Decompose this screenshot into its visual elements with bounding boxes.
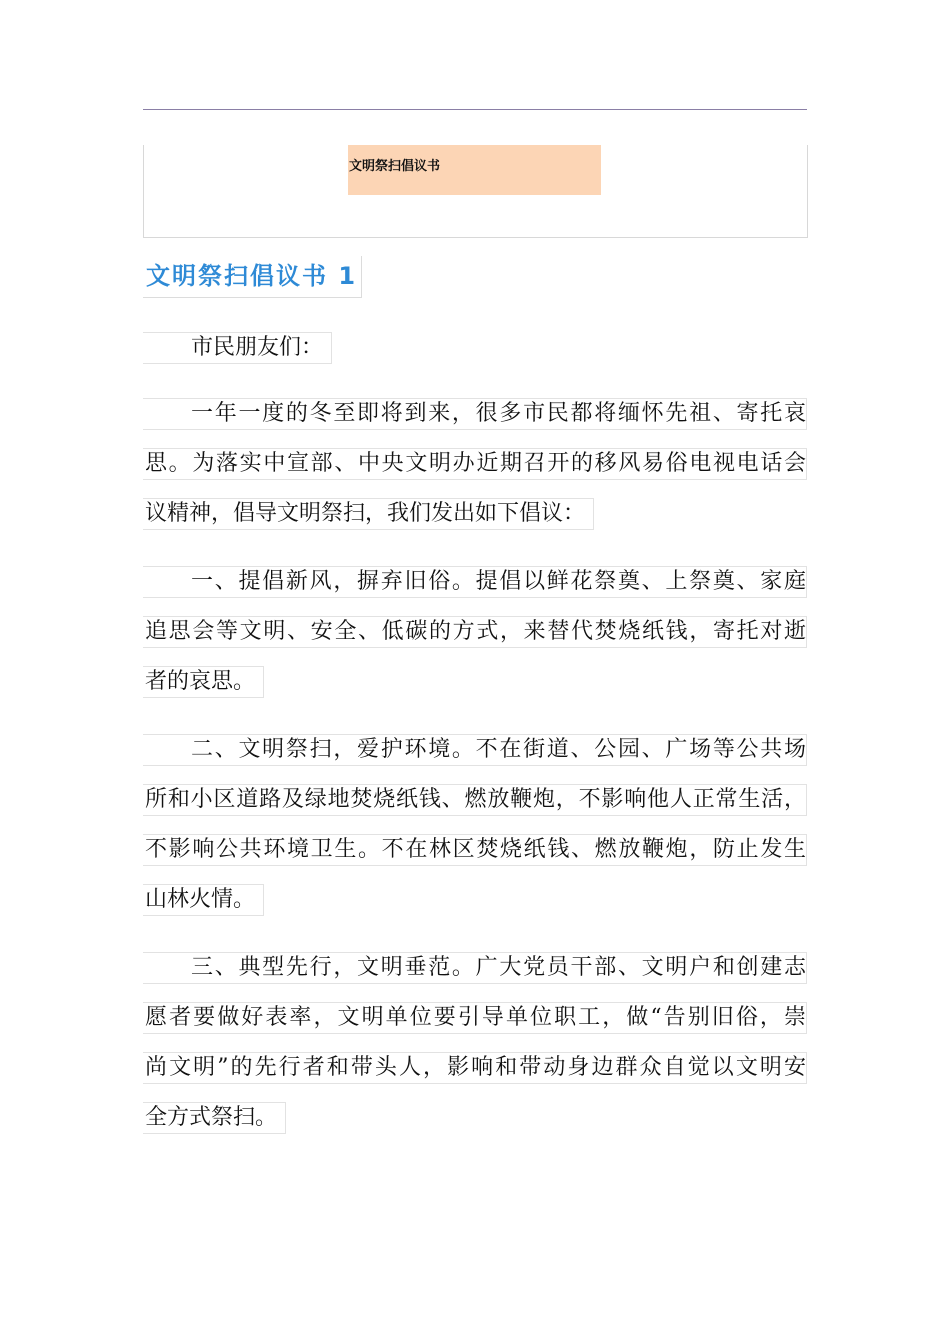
paragraph-line: 不影响公共环境卫生。不在林区焚烧纸钱、燃放鞭炮，防止发生 (143, 834, 807, 866)
paragraph-line: 追思会等文明、安全、低碳的方式，来替代焚烧纸钱，寄托对逝 (143, 616, 807, 648)
header-title: 文明祭扫倡议书 (348, 145, 601, 195)
paragraph-line: 山林火情。 (143, 884, 264, 916)
paragraph-line: 全方式祭扫。 (143, 1102, 286, 1134)
paragraph-line: 尚文明”的先行者和带头人，影响和带动身边群众自觉以文明安 (143, 1052, 807, 1084)
paragraph-line: 三、典型先行，文明垂范。广大党员干部、文明户和创建志 (143, 952, 807, 984)
paragraph-line: 议精神，倡导文明祭扫，我们发出如下倡议： (143, 498, 594, 530)
header-rule (143, 109, 807, 110)
document-heading: 文明祭扫倡议书 1 (143, 256, 362, 298)
paragraph-line: 一年一度的冬至即将到来，很多市民都将缅怀先祖、寄托哀 (143, 398, 807, 430)
paragraph-line: 二、文明祭扫，爱护环境。不在街道、公园、广场等公共场 (143, 734, 807, 766)
salutation: 市民朋友们： (143, 332, 332, 364)
paragraph-line: 所和小区道路及绿地焚烧纸钱、燃放鞭炮，不影响他人正常生活， (143, 784, 807, 816)
paragraph-line: 一、提倡新风，摒弃旧俗。提倡以鲜花祭奠、上祭奠、家庭 (143, 566, 807, 598)
paragraph-line: 者的哀思。 (143, 666, 264, 698)
paragraph-line: 愿者要做好表率，文明单位要引导单位职工，做“告别旧俗，崇 (143, 1002, 807, 1034)
paragraph-line: 思。为落实中宣部、中央文明办近期召开的移风易俗电视电话会 (143, 448, 807, 480)
